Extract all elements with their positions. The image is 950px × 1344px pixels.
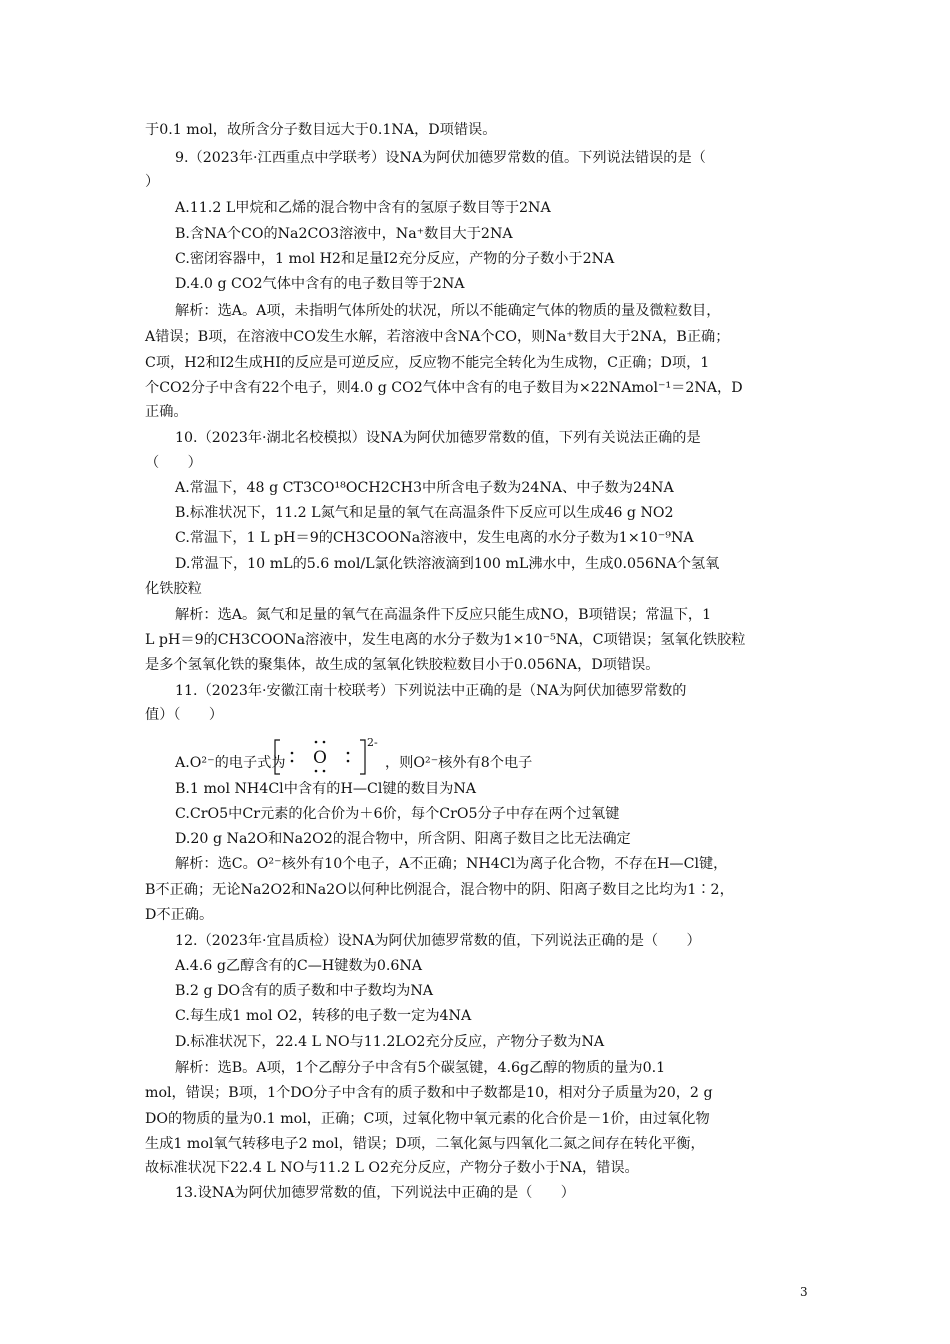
option-c: C.CrO5中Cr元素的化合价为＋6价，每个CrO5分子中存在两个过氧键 xyxy=(175,806,620,822)
option-d: D.20 g Na2O和Na2O2的混合物中，所含阴、阳离子数目之比无法确定 xyxy=(175,831,631,847)
analysis-line: 解析：选A。A项，未指明气体所处的状况，所以不能确定气体的物质的量及微粒数目， xyxy=(175,303,721,319)
text-line: 于0.1 mol，故所含分子数目远大于0.1NA，D项错误。 xyxy=(145,122,497,138)
option-a: A.4.6 g乙醇含有的C—H键数为0.6NA xyxy=(175,958,423,974)
question-11-stem: 11.（2023年·安徽江南十校联考）下列说法中正确的是（NA为阿伏加德罗常数的 xyxy=(175,683,687,699)
option-d: D.4.0 g CO2气体中含有的电子数目等于2NA xyxy=(175,276,465,292)
option-d: D.常温下，10 mL的5.6 mol/L氯化铁溶液滴到100 mL沸水中，生成0.056NA个氢氧 xyxy=(175,556,720,572)
analysis-line: 故标准状况下22.4 L NO与11.2 L O2充分反应，产物分子数小于NA，错误。 xyxy=(145,1160,639,1176)
option-a: A.常温下，48 g CT3CO¹⁸OCH2CH3中所含电子数为24NA、中子数为24NA xyxy=(175,480,674,496)
option-a: A.11.2 L甲烷和乙烯的混合物中含有的氢原子数目等于2NA xyxy=(175,200,551,216)
electron-dot xyxy=(291,760,294,763)
analysis-line: B不正确；无论Na2O2和Na2O以何种比例混合，混合物中的阴、阳离子数目之比均为1∶2， xyxy=(145,882,734,898)
analysis-line: L pH＝9的CH3COONa溶液中，发生电离的水分子数为1×10⁻⁵NA，C项错误；氢氧化铁胶粒 xyxy=(145,632,746,648)
option-c: C.每生成1 mol O2，转移的电子数一定为4NA xyxy=(175,1008,472,1024)
electron-dot xyxy=(315,770,318,773)
electron-dot xyxy=(291,752,294,755)
analysis-line: mol，错误；B项，1个DO分子中含有的质子数和中子数都是10，相对分子质量为20，2 g xyxy=(145,1085,713,1101)
analysis-line: 正确。 xyxy=(145,404,188,420)
analysis-line: A错误；B项，在溶液中CO发生水解，若溶液中含NA个CO，则Na⁺数目大于2NA，B正确； xyxy=(145,329,730,345)
option-c: C.密闭容器中，1 mol H2和足量I2充分反应，产物的分子数小于2NA xyxy=(175,251,615,267)
text-line: 值）（ ） xyxy=(145,707,224,723)
analysis-line: 解析：选A。氮气和足量的氧气在高温条件下反应只能生成NO，B项错误；常温下，1 xyxy=(175,607,712,623)
right-bracket xyxy=(360,740,365,774)
electron-dot xyxy=(315,741,318,744)
question-12-stem: 12.（2023年·宜昌质检）设NA为阿伏加德罗常数的值，下列说法正确的是（ ） xyxy=(175,933,701,949)
electron-formula-o2-minus xyxy=(272,734,382,780)
left-bracket xyxy=(275,740,280,774)
ion-charge: 2- xyxy=(367,736,378,749)
analysis-line: 是多个氢氧化铁的聚集体，故生成的氢氧化铁胶粒数目小于0.056NA，D项错误。 xyxy=(145,657,660,673)
option-b: B.标准状况下，11.2 L氮气和足量的氧气在高温条件下反应可以生成46 g NO2 xyxy=(175,505,674,521)
question-10-stem: 10.（2023年·湖北名校模拟）设NA为阿伏加德罗常数的值，下列有关说法正确的是 xyxy=(175,430,701,446)
electron-dot xyxy=(347,760,350,763)
oxygen-atom: O xyxy=(313,748,327,768)
electron-dot xyxy=(323,770,326,773)
analysis-line: 解析：选B。A项，1个乙醇分子中含有5个碳氢键，4.6g乙醇的物质的量为0.1 xyxy=(175,1060,666,1076)
text-line: （ ） xyxy=(145,455,202,471)
text-line: ） xyxy=(145,174,160,190)
option-b: B.2 g DO含有的质子数和中子数均为NA xyxy=(175,983,433,999)
option-d: D.标准状况下，22.4 L NO与11.2LO2充分反应，产物分子数为NA xyxy=(175,1034,605,1050)
analysis-line: C项，H2和I2生成HI的反应是可逆反应，反应物不能完全转化为生成物，C正确；D项，1 xyxy=(145,355,710,371)
question-13-stem: 13.设NA为阿伏加德罗常数的值，下列说法中正确的是（ ） xyxy=(175,1185,575,1201)
option-a: A.O²⁻的电子式为 xyxy=(175,755,286,771)
option-b: B.含NA个CO的Na2CO3溶液中，Na⁺数目大于2NA xyxy=(175,226,513,242)
analysis-line: DO的物质的量为0.1 mol，正确；C项，过氧化物中氧元素的化合价是－1价，由过氧化物 xyxy=(145,1111,710,1127)
option-c: C.常温下，1 L pH＝9的CH3COONa溶液中，发生电离的水分子数为1×10⁻⁹NA xyxy=(175,530,694,546)
text-line: 化铁胶粒 xyxy=(145,581,202,597)
electron-dot xyxy=(323,741,326,744)
question-9-stem: 9.（2023年·江西重点中学联考）设NA为阿伏加德罗常数的值。下列说法错误的是（ xyxy=(175,150,706,166)
analysis-line: 个CO2分子中含有22个电子，则4.0 g CO2气体中含有的电子数目为×22NAmol⁻¹＝2NA，D xyxy=(145,380,743,396)
option-b: B.1 mol NH4Cl中含有的H—Cl键的数目为NA xyxy=(175,781,477,797)
text-line: ，则O²⁻核外有8个电子 xyxy=(385,755,533,771)
page-number: 3 xyxy=(800,1285,808,1299)
analysis-line: 生成1 mol氧气转移电子2 mol，错误；D项，二氧化氮与四氧化二氮之间存在转化平衡， xyxy=(145,1136,705,1152)
electron-dot xyxy=(347,752,350,755)
analysis-line: D不正确。 xyxy=(145,907,214,923)
analysis-line: 解析：选C。O²⁻核外有10个电子，A不正确；NH4Cl为离子化合物，不存在H—Cl键， xyxy=(175,856,728,872)
